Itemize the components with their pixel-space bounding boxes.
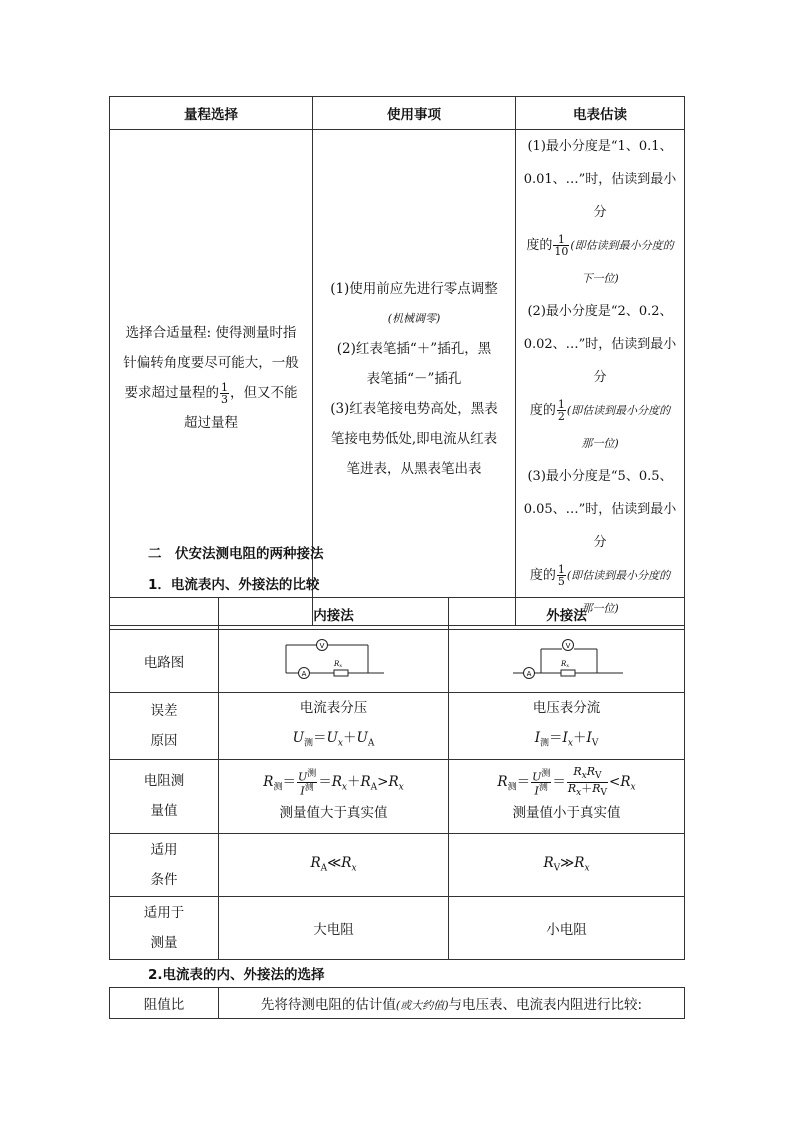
ratio-text: 先将待测电阻的估计值(或大约值)与电压表、电流表内阻进行比较: xyxy=(219,988,685,1019)
outer-measured-compare: 测量值小于真实值 xyxy=(512,805,621,822)
voltmeter-label: V xyxy=(319,642,324,650)
voltmeter-label: V xyxy=(565,642,570,650)
outer-error-formula: $I_测=I_x+I_V$ xyxy=(534,730,599,749)
row-label-condition: 适用 条件 xyxy=(110,833,219,896)
reading-cell xyxy=(516,130,685,626)
usage-line1: (1)使用前应先进行零点调整 xyxy=(330,280,498,297)
range-line4: 超过量程 xyxy=(184,414,238,431)
resistor-icon xyxy=(561,670,575,676)
header-reading: 电表估读 xyxy=(516,97,685,130)
outer-measured-cell xyxy=(449,759,685,833)
reading-c4: 那一位) xyxy=(581,602,619,615)
range-line1: 选择合适量程: 使得测量时指 xyxy=(125,324,297,341)
reading-a4: 下一位) xyxy=(581,272,619,285)
subsection-1-title: 1．电流表内、外接法的比较 xyxy=(148,577,320,593)
svg-text:Rx xyxy=(559,660,568,669)
row-label-error: 误差 原因 xyxy=(110,693,219,760)
header-range: 量程选择 xyxy=(110,97,313,130)
outer-error-text: 电压表分流 xyxy=(532,700,601,716)
inner-measured-cell xyxy=(219,759,449,833)
reading-b4: 那一位) xyxy=(581,437,619,450)
reading-b3: 度的 $\frac{1}{2}$ (即估读到最小分度的 xyxy=(529,398,671,423)
inner-condition: $R_A≪R_x$ xyxy=(219,833,449,896)
ratio-label: 阻值比 xyxy=(110,988,219,1019)
outer-fit: 小电阻 xyxy=(449,896,685,959)
usage-line2: (机械调零) xyxy=(387,311,441,325)
inner-fit: 大电阻 xyxy=(219,896,449,959)
reading-a1: (1)最小分度是“1、0.1、 xyxy=(527,139,673,154)
reading-a2: 0.01、…”时，估读到最小分 xyxy=(523,172,677,220)
outer-condition: $R_V≫R_x$ xyxy=(449,833,685,896)
usage-line7: 笔进表，从黑表笔出表 xyxy=(346,460,482,477)
inner-circuit-diagram xyxy=(219,630,449,693)
outer-connection-circuit xyxy=(505,635,629,683)
outer-measured-formula: $R_测=$ $\frac{U^测}{I^测}$ ＝ $\frac{R_xR_V}{R_x+R_V}$ $<R_x$ xyxy=(497,765,636,799)
resistor-sub: x xyxy=(565,663,569,669)
range-line2: 针偏转角度要尽可能大，一般 xyxy=(123,354,299,371)
inner-measured-compare: 测量值大于真实值 xyxy=(279,805,388,822)
reading-b2: 0.02、…”时，估读到最小分 xyxy=(523,337,677,385)
usage-line3: (2)红表笔插“＋”插孔，黑 xyxy=(336,340,492,357)
header-inner: 内接法 xyxy=(219,598,449,630)
row-label-fit: 适用于 测量 xyxy=(110,896,219,959)
resistance-ratio-table xyxy=(109,987,685,1019)
outer-circuit-diagram xyxy=(449,630,685,693)
resistor-label: R xyxy=(333,660,339,668)
inner-error-formula: $U_测=U_x+U_A$ xyxy=(292,730,375,749)
section-2-title: 二 伏安法测电阻的两种接法 xyxy=(148,546,324,562)
header-usage: 使用事项 xyxy=(313,97,516,130)
usage-cell xyxy=(313,130,516,626)
inner-connection-circuit xyxy=(272,635,396,683)
outer-error-cell xyxy=(449,693,685,760)
one-third-fraction: $\frac{1}{3}$ xyxy=(221,380,228,406)
subsection-2-title: 2.电流表的内、外接法的选择 xyxy=(148,967,325,983)
corner-cell xyxy=(110,598,219,630)
header-outer: 外接法 xyxy=(449,598,685,630)
row-label-circuit: 电路图 xyxy=(110,630,219,693)
resistor-sub: x xyxy=(338,663,342,669)
usage-line5: (3)红表笔接电势高处，黑表 xyxy=(330,400,498,417)
ammeter-label: A xyxy=(526,670,531,678)
reading-c1: (3)最小分度是“5、0.5、 xyxy=(527,469,673,484)
inner-outer-comparison-table xyxy=(109,597,685,960)
inner-measured-formula: $R_测=$ $\frac{U^测}{I^测}$ $=R_x+R_A>R_x$ xyxy=(263,768,404,798)
reading-c3: 度的 $\frac{1}{5}$ (即估读到最小分度的 xyxy=(529,563,671,588)
resistor-icon xyxy=(334,670,348,676)
reading-b1: (2)最小分度是“2、0.2、 xyxy=(527,304,673,319)
inner-error-text: 电流表分压 xyxy=(299,700,368,716)
range-line3: 要求超过量程的 $\frac{1}{3}$ ，但又不能 xyxy=(124,380,298,406)
reading-a3: 度的 $\frac{1}{10}$ (即估读到最小分度的 xyxy=(526,233,674,258)
ammeter-label: A xyxy=(301,670,306,678)
usage-line4: 表笔插“－”插孔 xyxy=(366,370,462,387)
usage-line6: 笔接电势低处,即电流从红表 xyxy=(330,430,498,447)
resistor-label: R xyxy=(560,660,566,668)
row-label-measured: 电阻测 量值 xyxy=(110,759,219,833)
svg-text:Rx xyxy=(332,660,341,669)
reading-c2: 0.05、…”时，估读到最小分 xyxy=(523,502,677,550)
inner-error-cell xyxy=(219,693,449,760)
